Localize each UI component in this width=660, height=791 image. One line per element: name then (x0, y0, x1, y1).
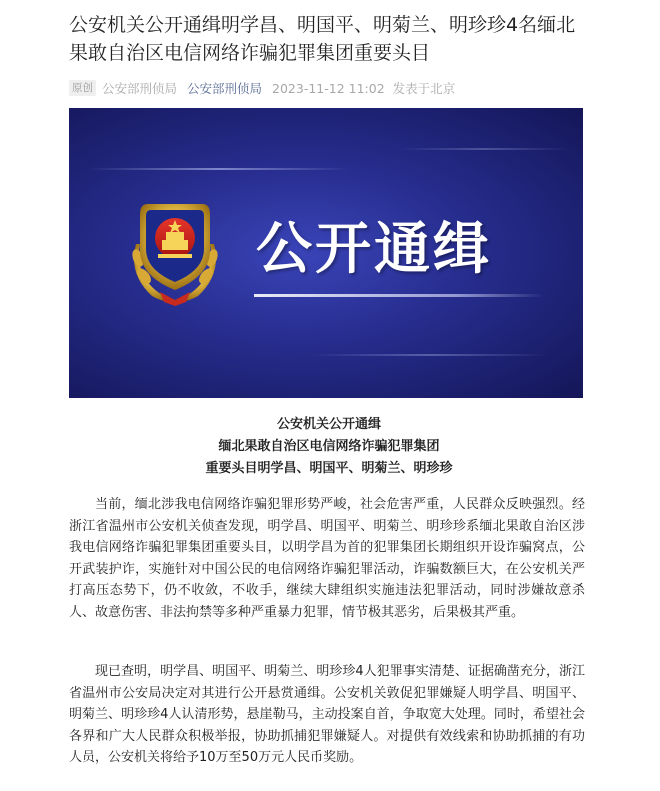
banner-title: 公开通缉 (256, 217, 492, 282)
headline-line-3: 重要头目明学昌、明国平、明菊兰、明珍珍 (205, 461, 453, 476)
article-meta (69, 78, 589, 98)
headline-line-1: 公安机关公开通缉 (276, 417, 381, 432)
banner-light-streak (309, 354, 549, 356)
publish-date: 2023-11-12 11:02 (272, 80, 385, 96)
article-title: 公安机关公开通缉明学昌、明国平、明菊兰、明珍珍4名缅北果敢自治区电信网络诈骗犯罪集团重要头目 (69, 14, 576, 64)
publish-location: 发表于北京 (392, 81, 456, 96)
author-name: 公安部刑侦局 (102, 81, 178, 96)
headline-line-2: 缅北果敢自治区电信网络诈骗犯罪集团 (218, 439, 440, 454)
original-tag: 原创 (69, 80, 96, 96)
article (69, 0, 589, 765)
paragraph-2: 现已查明，明学昌、明国平、明菊兰、明珍珍4人犯罪事实清楚、证据确凿充分，浙江省温州市公安局决定对其进行公开悬赏通缉。公安机关敦促犯罪嫌疑人明学昌、明国平、明菊兰、明珍珍4人认清形势，悬崖勒马，主动投案自首，争取宽大处理。同时，希望社会各界和广大人民群众积极举报，协助抓捕犯罪嫌疑人。对提供有效线索和协助抓捕的有功人员，公安机关将给予10万至50万元人民币奖励。 (69, 664, 585, 765)
paragraph-1: 当前，缅北涉我电信网络诈骗犯罪形势严峻，社会危害严重，人民群众反映强烈。经浙江省温州市公安机关侦查发现，明学昌、明国平、明菊兰、明珍珍系缅北果敢自治区涉我电信网络诈骗犯罪集团重要头目，以明学昌为首的犯罪集团长期组织开设诈骗窝点，公开武装护诈，实施针对中国公民的电信网络诈骗犯罪活动，诈骗数额巨大，在公安机关严打高压态势下，仍不收敛，不收手，继续大肆组织实施违法犯罪活动，同时涉嫌故意杀人、故意伤害、非法拘禁等多种严重暴力犯罪，情节极其恶劣，后果极其严重。 (69, 497, 585, 620)
banner-image (69, 108, 583, 398)
banner-light-streak (89, 168, 349, 170)
headline-block (69, 414, 589, 480)
account-link[interactable]: 公安部刑侦局 (187, 81, 263, 96)
police-emblem-icon (124, 196, 226, 308)
banner-underline (254, 294, 544, 297)
banner-light-streak (399, 148, 569, 150)
